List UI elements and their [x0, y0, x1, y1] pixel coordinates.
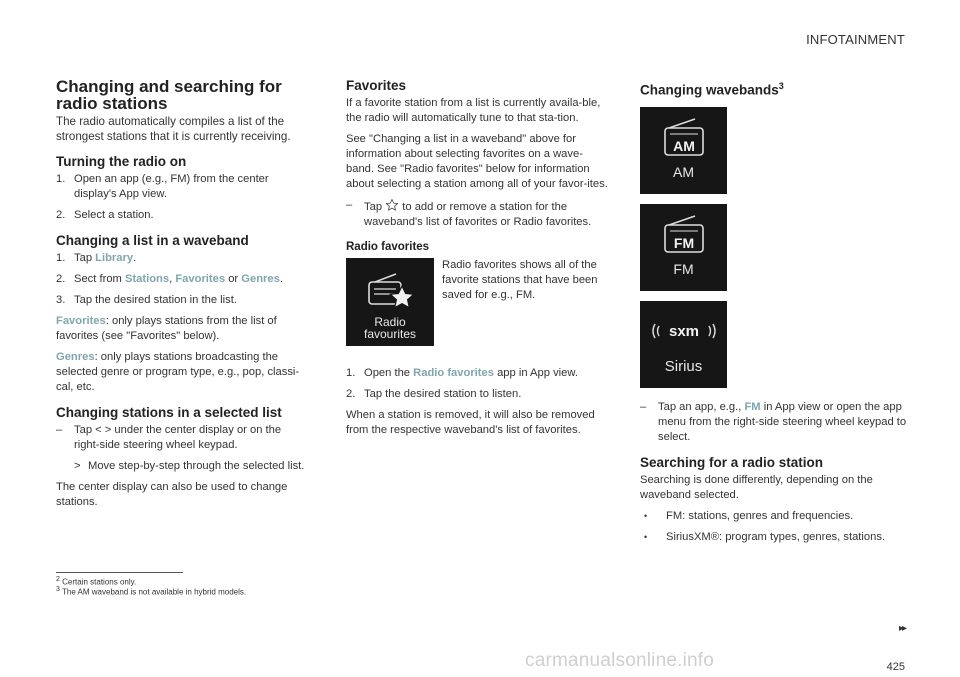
step-text-part: .	[279, 273, 283, 285]
bullet-text: SiriusXM®: program types, genres, stations.	[666, 530, 886, 543]
step-number: 2.	[346, 388, 356, 400]
step-text-part: Tap	[364, 201, 386, 213]
bullet-marker: •	[644, 510, 648, 521]
dash-marker: –	[346, 199, 353, 211]
list-item	[640, 400, 910, 445]
footnote-divider	[56, 572, 183, 573]
footnote	[56, 585, 246, 597]
footnote-text: The AM waveband is not available in hybrid models.	[61, 587, 247, 597]
bullet-text: FM: stations, genres and frequencies.	[666, 509, 854, 522]
radio-icon	[663, 214, 705, 254]
step-number: 1.	[346, 367, 356, 379]
step-text	[74, 251, 308, 266]
step-text-part: ,	[169, 273, 176, 285]
favorites-label: Favorites	[175, 273, 226, 285]
tile-label: Sirius	[664, 357, 703, 375]
intro-text: The radio automatically compiles a list of the strongest stations that it is currently receiving.	[56, 115, 291, 143]
list-item	[346, 198, 610, 230]
footnote-number: 2	[56, 576, 60, 583]
list-item	[56, 293, 308, 308]
list-item	[346, 366, 610, 381]
radio-icon	[663, 117, 705, 157]
list-item	[56, 423, 308, 453]
list-item	[640, 530, 910, 545]
column-middle	[346, 78, 610, 444]
heading-changing-wavebands	[640, 78, 910, 99]
heading-text: Changing wavebands	[640, 82, 779, 98]
column-left	[56, 78, 308, 516]
footnote-number: 3	[56, 586, 60, 593]
tile-label: favourites	[363, 327, 417, 341]
list-item	[56, 208, 308, 223]
radio-favorites-label: Radio favorites	[413, 367, 494, 379]
tile-label: FM	[673, 260, 694, 277]
sirius-app-tile	[640, 301, 727, 388]
step-text-part: Tap	[74, 252, 96, 264]
star-icon	[385, 198, 399, 212]
step-text: Tap < > under the center display or on the right-side steering wheel keypad.	[74, 424, 282, 451]
footnote-text: Certain stations only.	[62, 577, 137, 587]
watermark: carmanualsonline.info	[525, 650, 715, 671]
genres-description	[56, 350, 308, 395]
sirius-xm-logo	[649, 319, 719, 343]
library-label: Library	[95, 252, 134, 264]
step-text-part: Sect from	[74, 273, 125, 285]
stations-label: Stations	[124, 273, 170, 285]
footnote-ref: 3	[778, 81, 784, 91]
am-badge: AM	[673, 137, 695, 154]
genres-term: Genres	[56, 351, 95, 363]
genres-label: Genres	[241, 273, 280, 285]
step-text-part: to add or remove a station for the waveband's list of favorites or Radio favorites.	[364, 201, 592, 228]
svg-text:sxm: sxm	[668, 322, 700, 340]
heading-selected-list: Changing stations in a selected list	[56, 405, 282, 420]
note-text: When a station is removed, it will also be removed from the respective waveband's list of favorites.	[346, 409, 595, 436]
list-item	[56, 251, 308, 266]
step-text: Tap the desired station to listen.	[364, 388, 522, 400]
dash-marker: –	[56, 424, 63, 436]
step-text-part: in App view or open the app menu from the right-side steering wheel keypad to select.	[658, 400, 907, 443]
tile-label: Radio	[374, 315, 406, 329]
heading-radio-favorites: Radio favorites	[346, 241, 430, 253]
step-number: 1.	[56, 252, 66, 264]
am-app-tile	[640, 107, 727, 194]
favorites-p2: See "Changing a list in a waveband" above for information about selecting favorites on a wave-band. See "Radio favorites" below for information about selecting a station among all of your favor-ites.	[346, 133, 608, 190]
step-text	[364, 198, 610, 230]
tile-label: AM	[673, 163, 694, 180]
step-text	[658, 400, 910, 445]
list-item	[346, 387, 610, 402]
heading-favorites: Favorites	[346, 78, 407, 93]
page-title: Changing and searching for radio stations	[56, 77, 282, 113]
step-text-part: or	[225, 273, 242, 285]
radio-favorites-text: Radio favorites shows all of the favorite stations that have been saved for e.g., FM.	[442, 259, 598, 301]
step-text-part: Open the	[364, 367, 414, 379]
step-text	[74, 272, 308, 287]
heading-change-list: Changing a list in a waveband	[56, 233, 249, 248]
step-text: Select a station.	[74, 209, 154, 221]
search-intro: Searching is done differently, depending on the waveband selected.	[640, 473, 873, 501]
list-item	[74, 459, 308, 474]
favorites-description	[56, 314, 308, 344]
step-number: 2.	[56, 209, 66, 221]
list-item	[640, 509, 910, 524]
column-right	[640, 78, 910, 551]
page-number: 425	[886, 661, 905, 673]
section-header: INFOTAINMENT	[806, 32, 905, 47]
favorites-term: Favorites	[56, 315, 106, 327]
step-number: 3.	[56, 294, 66, 306]
list-item	[56, 172, 308, 202]
step-text: Open an app (e.g., FM) from the center display's App view.	[74, 173, 269, 200]
bullet-marker: •	[644, 531, 648, 542]
note-text: The center display can also be used to change stations.	[56, 481, 288, 508]
fm-app-tile	[640, 204, 727, 291]
radio-favorites-block	[346, 258, 610, 352]
favorites-text: : only plays stations from the list of favorites (see "Favorites" below).	[56, 315, 277, 342]
step-text: Tap the desired station in the list.	[74, 294, 237, 306]
radio-icon	[366, 272, 416, 314]
result-text: Move step-by-step through the selected list.	[88, 460, 305, 472]
genres-text: : only plays stations broadcasting the selected genre or program type, e.g., pop, classi-cal, etc.	[56, 351, 300, 393]
dash-marker: –	[640, 400, 647, 413]
radio-favorites-tile	[346, 258, 434, 346]
step-text	[364, 366, 610, 381]
list-item	[56, 272, 308, 287]
heading-searching: Searching for a radio station	[640, 454, 824, 470]
step-number: 2.	[56, 273, 66, 285]
continue-arrow-icon: ▸▸	[898, 623, 905, 634]
step-text-part: app in App view.	[493, 367, 578, 379]
step-number: 1.	[56, 173, 66, 185]
step-text-part: .	[133, 252, 137, 264]
step-text-part: Tap an app, e.g.,	[658, 400, 745, 413]
heading-turning-on: Turning the radio on	[56, 154, 187, 169]
fm-label: FM	[744, 400, 761, 413]
result-marker: >	[74, 460, 81, 472]
favorites-p1: If a favorite station from a list is currently availa-ble, the radio will automatically tune to that sta-tion.	[346, 97, 601, 124]
fm-badge: FM	[673, 234, 695, 251]
